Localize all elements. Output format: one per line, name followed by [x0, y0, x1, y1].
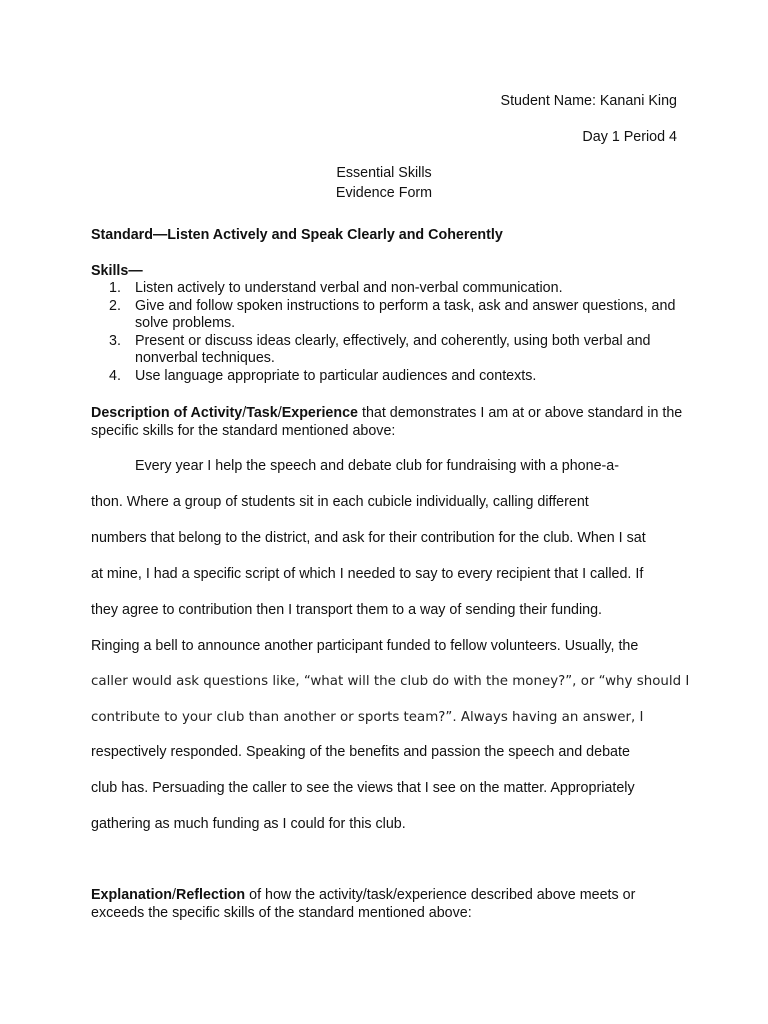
body-line: respectively responded. Speaking of the benefits and passion the speech and debate — [91, 744, 630, 760]
description-rest: that demonstrates I am at or above standard in the specific skills for the standard mentioned above: — [91, 405, 683, 439]
description-prompt — [91, 404, 691, 440]
description-lead-slash: / — [242, 405, 247, 421]
day-period: Day 1 Period 4 — [582, 129, 677, 145]
description-lead-part1: Description of Activity — [91, 405, 243, 421]
skill-item — [91, 368, 691, 386]
skill-number: 3. — [109, 332, 121, 349]
skill-number: 1. — [109, 280, 121, 296]
explanation-lead-slash: / — [172, 887, 177, 903]
skill-item — [91, 298, 691, 333]
explanation-prompt — [91, 886, 691, 922]
description-lead-slash: / — [277, 405, 282, 421]
form-title-line1: Essential Skills — [336, 165, 432, 181]
description-lead-part3: Experience — [281, 405, 358, 421]
description-lead — [91, 405, 358, 421]
body-line: contribute to your club than another or sports team?”. Always having an answer, I — [91, 710, 644, 725]
skill-item — [91, 280, 691, 298]
body-line: Ringing a bell to announce another participant funded to fellow volunteers. Usually, the — [91, 638, 639, 654]
body-line: club has. Persuading the caller to see the views that I see on the matter. Appropriately — [91, 780, 635, 796]
explanation-lead-part2: Reflection — [176, 887, 246, 903]
student-name: Student Name: Kanani King — [500, 93, 677, 109]
explanation-lead-part1: Explanation — [91, 887, 173, 903]
skills-list — [91, 280, 691, 385]
skill-text: Give and follow spoken instructions to perform a task, ask and answer questions, and solve problems. — [135, 297, 676, 331]
body-line: they agree to contribution then I transport them to a way of sending their funding. — [91, 602, 603, 618]
standard-heading: Standard—Listen Actively and Speak Clearly and Coherently — [91, 227, 503, 243]
skill-text: Listen actively to understand verbal and non-verbal communication. — [135, 280, 563, 296]
form-title-line2: Evidence Form — [335, 185, 433, 201]
skill-item — [91, 333, 691, 368]
skills-heading: Skills— — [91, 263, 143, 279]
description-lead-part2: Task — [246, 405, 278, 421]
skill-text: Present or discuss ideas clearly, effectively, and coherently, using both verbal and nonverbal techniques. — [135, 332, 651, 366]
explanation-lead — [91, 887, 245, 903]
body-line: Every year I help the speech and debate club for fundraising with a phone-a- — [135, 458, 620, 474]
body-line: thon. Where a group of students sit in each cubicle individually, calling different — [91, 494, 589, 510]
skill-number: 2. — [109, 297, 121, 314]
skill-number: 4. — [109, 367, 121, 384]
body-line: at mine, I had a specific script of which I needed to say to every recipient that I called. If — [91, 566, 644, 582]
body-line: gathering as much funding as I could for this club. — [91, 816, 406, 832]
skill-text: Use language appropriate to particular audiences and contexts. — [135, 367, 537, 384]
body-line: numbers that belong to the district, and ask for their contribution for the club. When I sat — [91, 530, 646, 546]
body-line: caller would ask questions like, “what will the club do with the money?”, or “why should I — [91, 674, 690, 689]
explanation-rest: of how the activity/task/experience described above meets or exceeds the specific skills of the standard mentioned above: — [91, 887, 636, 921]
